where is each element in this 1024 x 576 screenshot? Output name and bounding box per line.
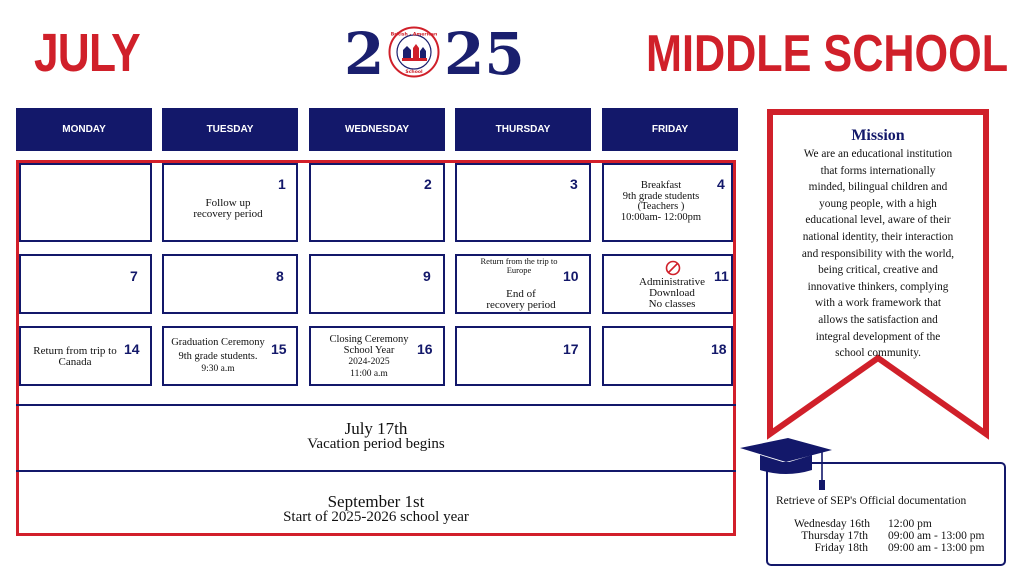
mission-line: and responsibility with the world, xyxy=(801,247,955,260)
documentation-title: Retrieve of SEP's Official documentation xyxy=(776,495,967,507)
event-line: Graduation Ceremony xyxy=(171,337,265,348)
event-line: 9th grade students. xyxy=(178,350,258,362)
event-line: Closing Ceremony xyxy=(329,334,409,345)
cell-week1-thursday xyxy=(455,163,591,242)
event-followup xyxy=(162,198,294,220)
school-year-banner xyxy=(16,470,736,536)
mission-line: that forms internationally xyxy=(820,164,936,177)
event-line: End of xyxy=(506,288,536,300)
day-number-17: 17 xyxy=(563,341,579,357)
doc-time-3: 09:00 am - 13:00 pm xyxy=(888,542,985,554)
doc-day-1: Wednesday 16th xyxy=(793,518,870,530)
event-line: School Year xyxy=(343,344,395,356)
day-number-7: 7 xyxy=(130,268,138,284)
year-digits-right: 25 xyxy=(444,20,525,88)
day-number-2: 2 xyxy=(424,176,432,192)
vacation-banner xyxy=(16,404,736,472)
event-line: Europe xyxy=(506,265,532,275)
day-header-wednesday: WEDNESDAY xyxy=(309,108,445,151)
doc-day-2: Thursday 17th xyxy=(801,530,868,542)
cell-week1-wednesday xyxy=(309,163,445,242)
day-number-3: 3 xyxy=(570,176,578,192)
graduation-cap-icon xyxy=(738,436,834,494)
day-number-10: 10 xyxy=(563,268,579,284)
event-line: Follow up xyxy=(205,197,251,209)
event-line: 9:30 a.m xyxy=(201,364,235,374)
mission-line: school community. xyxy=(835,347,921,360)
event-line: Download xyxy=(649,287,695,299)
event-return-canada xyxy=(22,346,128,368)
event-line: 10:00am- 12:00pm xyxy=(620,211,702,223)
day-header-friday: FRIDAY xyxy=(602,108,738,151)
event-closing-ceremony xyxy=(312,335,426,380)
mission-line: national identity, their interaction xyxy=(802,230,954,243)
cell-week2-wednesday xyxy=(309,254,445,314)
day-number-18: 18 xyxy=(711,341,727,357)
event-line: 11:00 a.m xyxy=(350,369,388,379)
day-number-15: 15 xyxy=(271,341,287,357)
event-line: Breakfast xyxy=(640,180,682,191)
cell-week1-monday xyxy=(19,163,152,242)
day-number-16: 16 xyxy=(417,341,433,357)
seal-text-bottom: School xyxy=(405,70,423,75)
mission-title: Mission xyxy=(851,127,905,144)
day-header-tuesday: TUESDAY xyxy=(162,108,298,151)
day-header-thursday: THURSDAY xyxy=(455,108,591,151)
school-year-date: September 1st xyxy=(327,492,425,511)
event-line: 9th grade students xyxy=(622,190,700,202)
mission-line: young people, with a high xyxy=(819,197,937,210)
school-title: MIDDLE SCHOOL xyxy=(646,25,1009,83)
event-line: (Teachers ) xyxy=(637,201,685,212)
mission-line: innovative thinkers, complying xyxy=(807,280,949,293)
vacation-date: July 17th xyxy=(344,419,408,438)
mission-line: educational level, aware of their xyxy=(805,214,951,227)
month-title: JULY xyxy=(34,23,140,83)
event-administrative xyxy=(606,277,738,310)
mission-line: minded, bilingual children and xyxy=(808,181,948,194)
event-line: Canada xyxy=(58,356,92,368)
event-line: Return from trip to xyxy=(33,345,117,357)
day-number-8: 8 xyxy=(276,268,284,284)
day-header-monday: MONDAY xyxy=(16,108,152,151)
mission-line: integral development of the xyxy=(815,330,941,343)
school-year-text: Start of 2025-2026 school year xyxy=(283,509,469,525)
cell-week2-tuesday xyxy=(162,254,298,314)
event-line: No classes xyxy=(648,298,696,310)
day-number-4: 4 xyxy=(717,176,725,192)
year-digit-left: 2 xyxy=(344,20,385,88)
day-number-14: 14 xyxy=(124,341,140,357)
event-graduation xyxy=(163,336,273,377)
mission-line: We are an educational institution xyxy=(803,148,953,160)
event-line: recovery period xyxy=(486,299,556,311)
vacation-text: Vacation period begins xyxy=(307,436,445,452)
event-end-recovery xyxy=(459,289,583,311)
mission-line: being critical, creative and xyxy=(818,264,938,277)
day-number-9: 9 xyxy=(423,268,431,284)
doc-day-3: Friday 18th xyxy=(814,542,868,554)
day-number-11: 11 xyxy=(714,268,729,284)
no-entry-icon xyxy=(665,260,681,276)
seal-text-top: British - American xyxy=(390,32,438,38)
event-line: Administrative xyxy=(639,276,705,288)
school-seal-icon xyxy=(388,26,440,78)
event-breakfast xyxy=(606,181,716,223)
cell-week2-monday xyxy=(19,254,152,314)
day-number-1: 1 xyxy=(278,176,286,192)
event-return-europe xyxy=(459,257,579,275)
event-line: recovery period xyxy=(193,208,263,220)
event-line: Return from the trip to xyxy=(480,256,558,266)
event-line: 2024-2025 xyxy=(348,357,390,367)
mission-line: with a work framework that xyxy=(814,297,942,310)
mission-text xyxy=(776,146,980,362)
doc-time-2: 09:00 am - 13:00 pm xyxy=(888,530,985,542)
doc-time-1: 12:00 pm xyxy=(888,518,932,530)
mission-line: allows the satisfaction and xyxy=(818,313,938,326)
